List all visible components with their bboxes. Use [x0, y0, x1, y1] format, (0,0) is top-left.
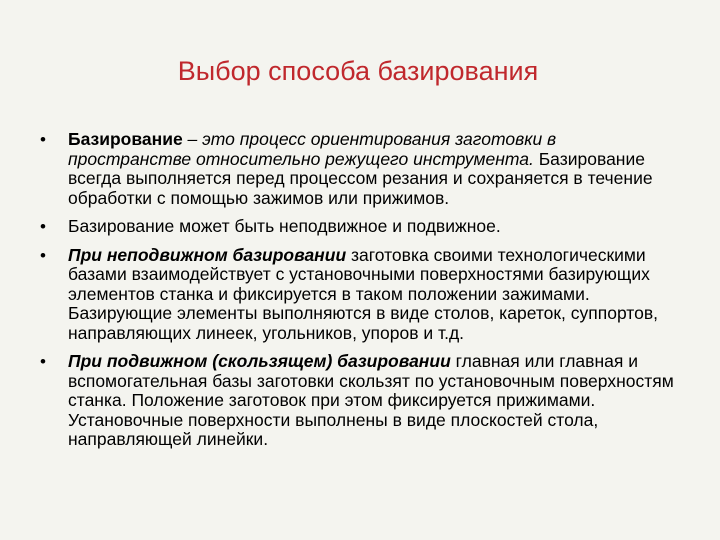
list-item: [40, 246, 680, 344]
bullet-icon: •: [40, 245, 46, 265]
bullet-icon: •: [40, 130, 46, 149]
bullet-icon: •: [40, 217, 46, 236]
list-item: [40, 130, 680, 208]
item-text: главная или главная и вспомогательная базы заготовки скользят по установочным поверхностям станка. Положение заготовок при этом фиксируется прижимами. Установочные поверхности выполнены в виде плоскостей стола, направляющей линейки.: [68, 351, 674, 449]
list-item: [40, 352, 680, 450]
list-item: [40, 217, 680, 237]
term-definition: – это процесс ориентирования заготовки в пространстве относительно режущего инструмента.: [68, 129, 557, 169]
term-bold-italic: При подвижном (скользящем) базировании: [68, 351, 451, 371]
bullet-icon: •: [40, 352, 46, 371]
item-text: Базирование всегда выполняется перед процессом резания и сохраняется в течение обработки с помощью зажимов или прижимов.: [68, 148, 653, 208]
term-bold: Базирование: [68, 129, 183, 149]
bullet-list: [40, 130, 680, 459]
term-bold-italic: При неподвижном базировании: [68, 244, 347, 265]
item-text: заготовка своими технологическими базами взаимодействует с установочными поверхностями базирующих элементов станка и фиксируется в таком положении зажимами. Базирующие элементы выполняются в виде столов, кареток, суппортов, направляющих линеек, угольников, упоров и т.д.: [68, 244, 659, 343]
item-text: Базирование может быть неподвижное и подвижное.: [68, 216, 501, 236]
slide-title: Выбор способа базирования: [177, 56, 539, 86]
